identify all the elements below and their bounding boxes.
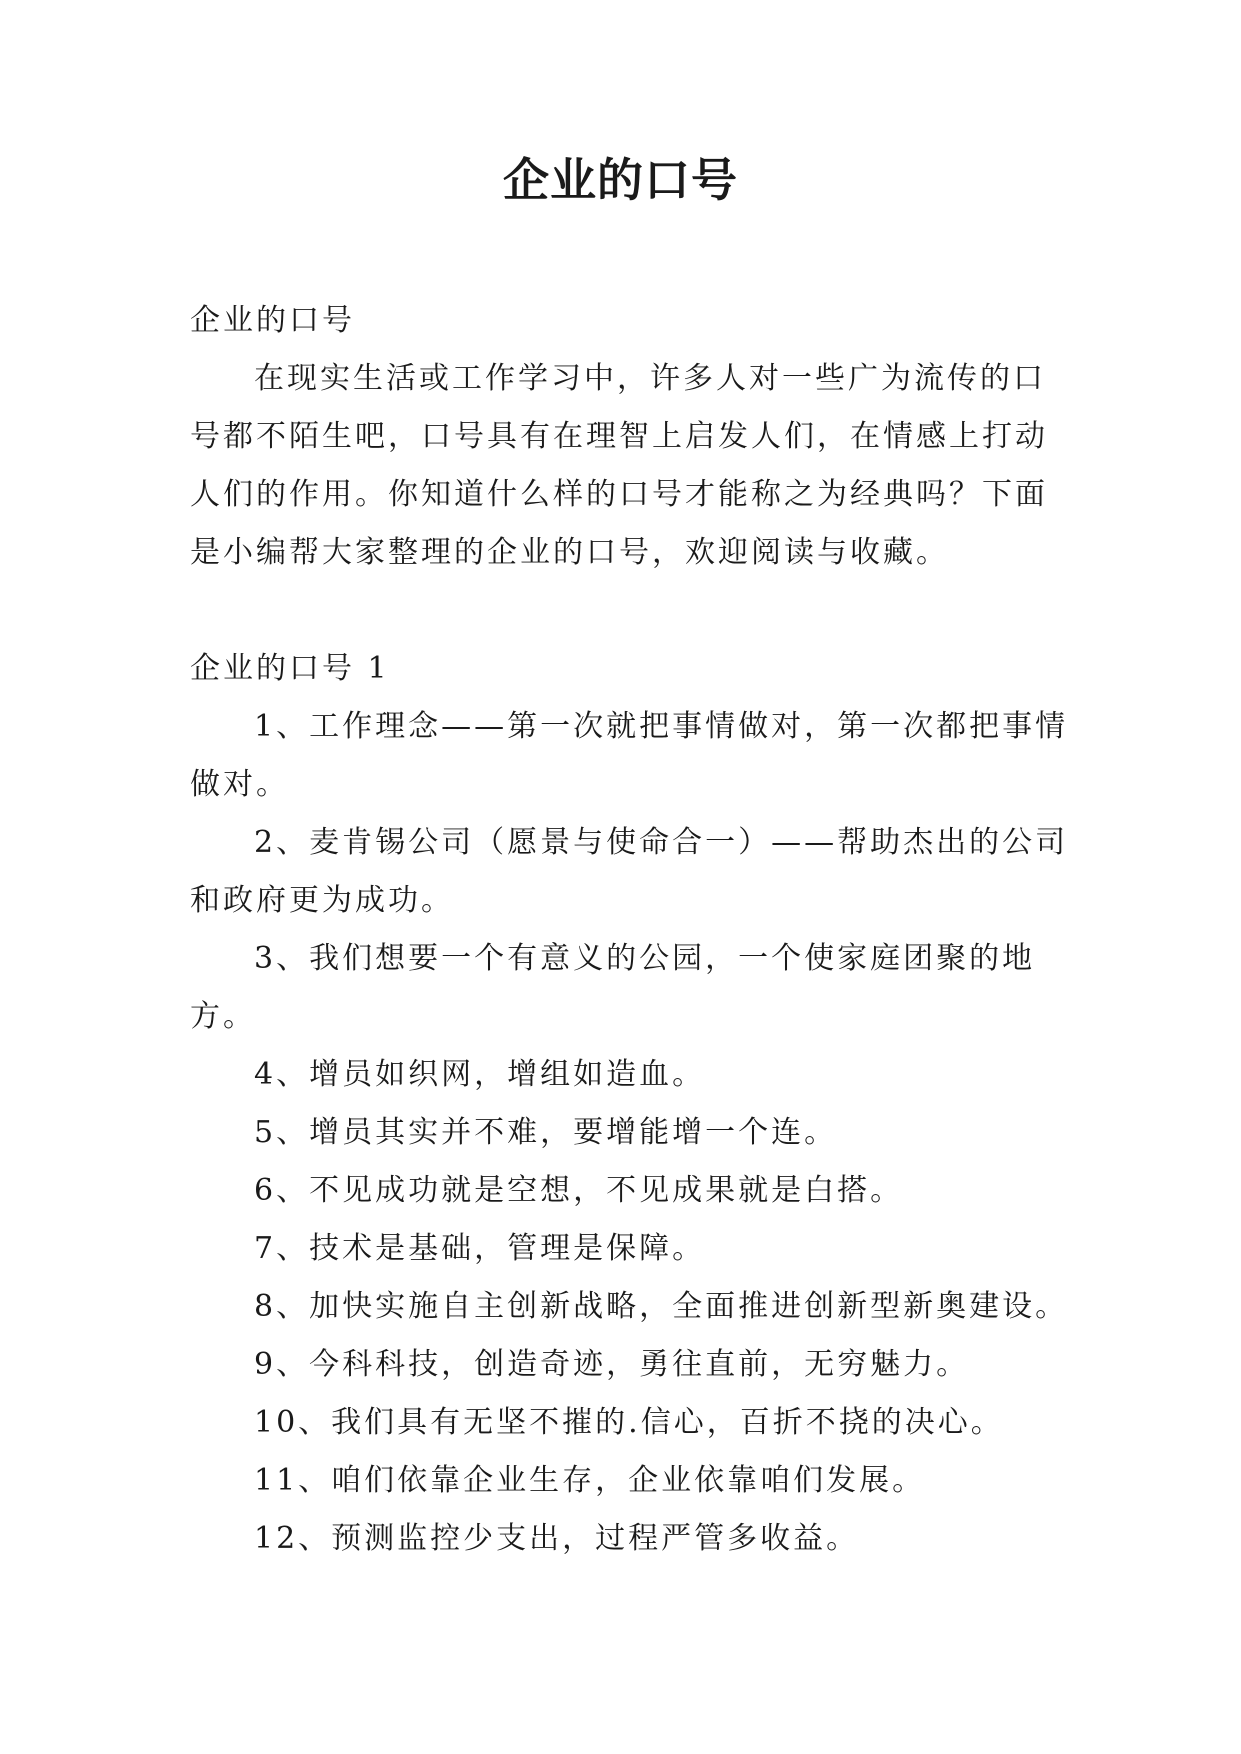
slogan-item: 3、我们想要一个有意义的公园，一个使家庭团聚的地方。 (190, 941, 1036, 1034)
slogan-item: 9、今科科技，创造奇迹，勇往直前，无穷魅力。 (254, 1347, 970, 1382)
slogan-item: 2、麦肯锡公司（愿景与使命合一）——帮助杰出的公司和政府更为成功。 (190, 825, 1069, 918)
subtitle: 企业的口号 (190, 303, 355, 338)
document-title: 企业的口号 (503, 153, 738, 207)
section-heading: 企业的口号 1 (190, 651, 390, 686)
slogan-item: 10、我们具有无坚不摧的.信心，百折不挠的决心。 (254, 1405, 1004, 1440)
slogan-item: 4、增员如织网，增组如造血。 (254, 1057, 706, 1092)
section-spacer (190, 582, 1070, 640)
document-body (190, 292, 1070, 1568)
slogan-item: 8、加快实施自主创新战略，全面推进创新型新奥建设。 (254, 1289, 1069, 1324)
intro-paragraph: 在现实生活或工作学习中，许多人对一些广为流传的口号都不陌生吧，口号具有在理智上启发人们，在情感上打动人们的作用。你知道什么样的口号才能称之为经典吗？下面是小编帮大家整理的企业的口号，欢迎阅读与收藏。 (190, 361, 1048, 570)
slogan-item: 6、不见成功就是空想，不见成果就是白搭。 (254, 1173, 904, 1208)
slogan-item: 11、咱们依靠企业生存，企业依靠咱们发展。 (254, 1463, 926, 1498)
slogan-item: 7、技术是基础，管理是保障。 (254, 1231, 706, 1266)
slogan-item: 5、增员其实并不难，要增能增一个连。 (254, 1115, 838, 1150)
slogan-item: 12、预测监控少支出，过程严管多收益。 (254, 1521, 860, 1556)
slogan-item: 1、工作理念——第一次就把事情做对，第一次都把事情做对。 (190, 709, 1069, 802)
